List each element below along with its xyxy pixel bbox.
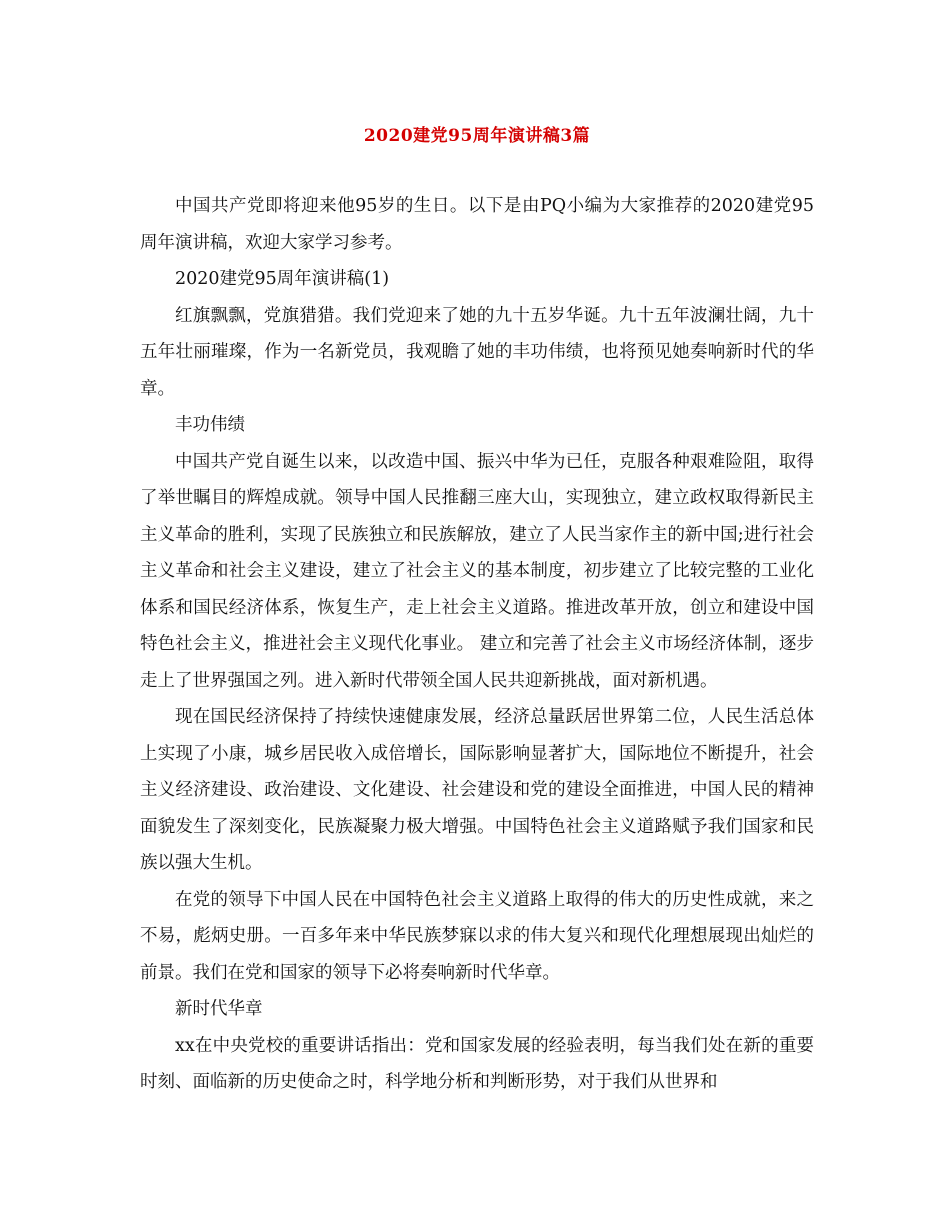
body-paragraph: 红旗飘飘，党旗猎猎。我们党迎来了她的九十五岁华诞。九十五年波澜壮阔，九十五年壮丽璀璨，作为一名新党员，我观瞻了她的丰功伟绩，也将预见她奏响新时代的华章。 bbox=[140, 305, 814, 399]
section-heading-new-era: 新时代华章 bbox=[175, 999, 263, 1019]
speech-heading: 2020建党95周年演讲稿(1) bbox=[175, 269, 390, 289]
body-paragraph: xx在中央党校的重要讲话指出：党和国家发展的经验表明，每当我们处在新的重要时刻、面临新的历史使命之时，科学地分析和判断形势，对于我们从世界和 bbox=[140, 1035, 814, 1092]
body-paragraph: 现在国民经济保持了持续快速健康发展，经济总量跃居世界第二位，人民生活总体上实现了小康，城乡居民收入成倍增长，国际影响显著扩大，国际地位不断提升，社会主义经济建设、政治建设、文化建设、社会建设和党的建设全面推进，中国人民的精神面貌发生了深刻变化，民族凝聚力极大增强。中国特色社会主义道路赋予我们国家和民族以强大生机。 bbox=[140, 707, 814, 873]
intro-paragraph: 中国共产党即将迎来他95岁的生日。以下是由PQ小编为大家推荐的2020建党95周年演讲稿，欢迎大家学习参考。 bbox=[140, 196, 814, 253]
section-heading-achievements: 丰功伟绩 bbox=[175, 415, 245, 435]
document-body bbox=[140, 188, 814, 1101]
body-paragraph: 在党的领导下中国人民在中国特色社会主义道路上取得的伟大的历史性成就，来之不易，彪炳史册。一百多年来中华民族梦寐以求的伟大复兴和现代化理想展现出灿烂的前景。我们在党和国家的领导下必将奏响新时代华章。 bbox=[140, 889, 814, 983]
document-title: 2020建党95周年演讲稿3篇 bbox=[363, 126, 591, 146]
body-paragraph: 中国共产党自诞生以来，以改造中国、振兴中华为已任，克服各种艰难险阻，取得了举世瞩目的辉煌成就。领导中国人民推翻三座大山，实现独立，建立政权取得新民主主义革命的胜利，实现了民族独立和民族解放，建立了人民当家作主的新中国;进行社会主义革命和社会主义建设，建立了社会主义的基本制度，初步建立了比较完整的工业化体系和国民经济体系，恢复生产，走上社会主义道路。推进改革开放，创立和建设中国特色社会主义，推进社会主义现代化事业。 建立和完善了社会主义市场经济体制，逐步走上了世界强国之列。进入新时代带领全国人民共迎新挑战，面对新机遇。 bbox=[140, 451, 814, 691]
